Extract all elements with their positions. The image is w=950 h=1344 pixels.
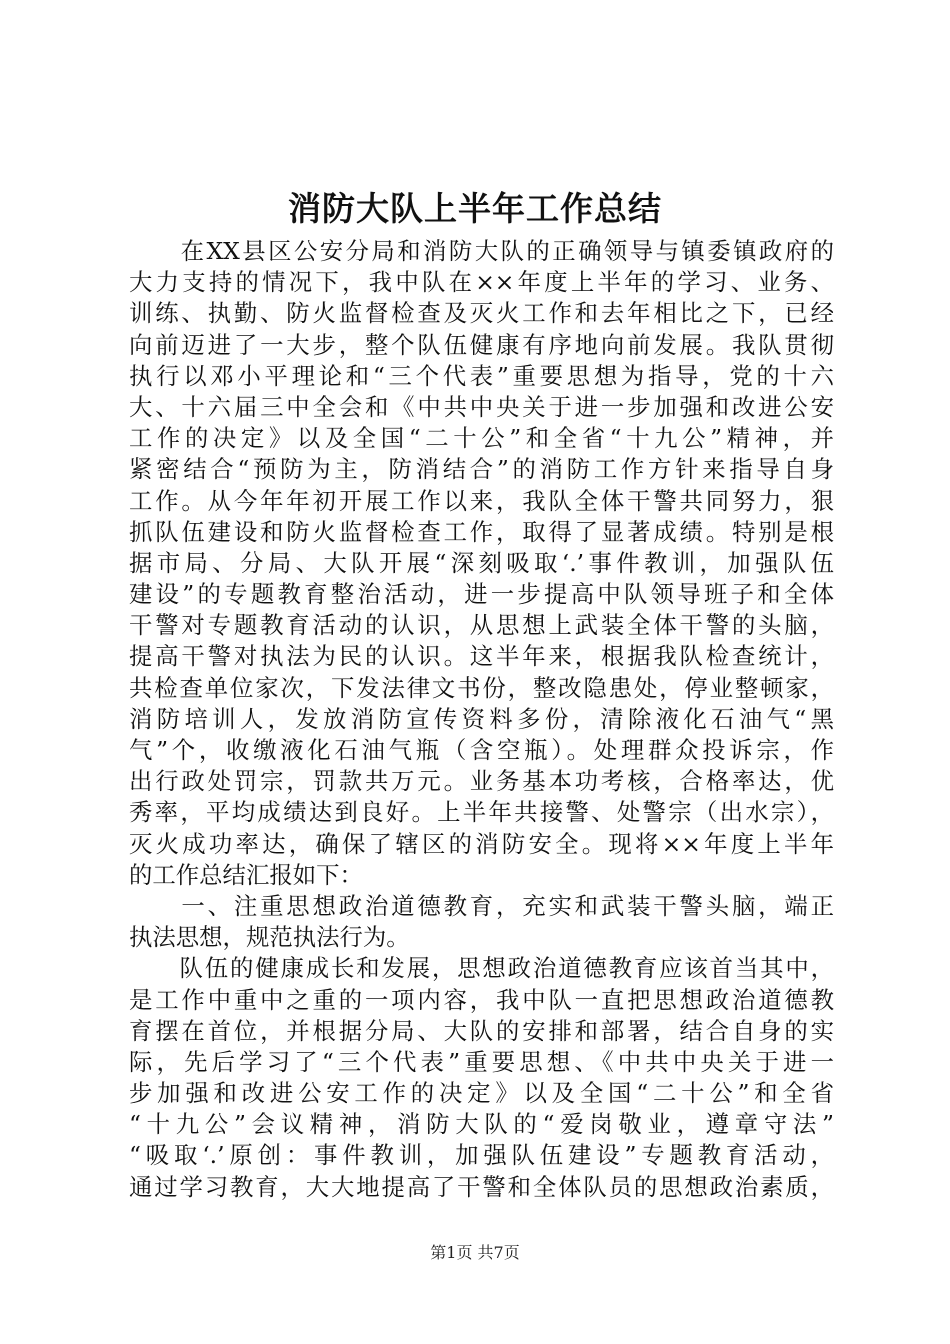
body-text-line: 大、十六届三中全会和《中共中央关于进一步加强和改进公安	[129, 392, 834, 421]
body-text-line: 向前迈进了一大步，整个队伍健康有序地向前发展。我队贯彻	[129, 330, 834, 359]
page-footer: 第1页 共7页	[430, 1243, 520, 1262]
body-text-line: 灭火成功率达，确保了辖区的消防安全。现将××年度上半年	[129, 829, 834, 858]
body-text-line: 一、注重思想政治道德教育，充实和武装干警头脑，端正	[129, 891, 834, 920]
body-text-line: 大力支持的情况下，我中队在××年度上半年的学习、业务、	[129, 268, 834, 297]
body-text-line: “吸取‘.’原创：事件教训，加强队伍建设”专题教育活动，	[129, 1141, 834, 1170]
body-text-line: 的工作总结汇报如下：	[129, 860, 363, 889]
body-text-line: 抓队伍建设和防火监督检查工作，取得了显著成绩。特别是根	[129, 517, 834, 546]
body-text-line: 训练、执勤、防火监督检查及灭火工作和去年相比之下，已经	[129, 299, 834, 328]
document-body	[129, 236, 834, 1203]
body-text-line: 际，先后学习了“三个代表”重要思想、《中共中央关于进一	[129, 1047, 834, 1076]
body-text-line: 据市局、分局、大队开展“深刻吸取‘.’事件教训，加强队伍	[129, 548, 834, 577]
body-text-line: 秀率，平均成绩达到良好。上半年共接警、处警宗（出水宗），	[129, 798, 834, 827]
body-text-line: 通过学习教育，大大地提高了干警和全体队员的思想政治素质，	[129, 1172, 834, 1201]
body-text-line: 工作。从今年年初开展工作以来，我队全体干警共同努力，狠	[129, 486, 834, 515]
body-text-line: 执行以邓小平理论和“三个代表”重要思想为指导，党的十六	[129, 361, 834, 390]
body-text-line: 步加强和改进公安工作的决定》以及全国“二十公”和全省	[129, 1079, 834, 1108]
body-text-line: “十九公”会议精神，消防大队的“爱岗敬业，遵章守法”	[129, 1110, 834, 1139]
body-text-line: 工作的决定》以及全国“二十公”和全省“十九公”精神，并	[129, 424, 834, 453]
body-text-line: 提高干警对执法为民的认识。这半年来，根据我队检查统计，	[129, 642, 834, 671]
body-text-line: 建设”的专题教育整治活动，进一步提高中队领导班子和全体	[129, 580, 834, 609]
body-text-line: 执法思想，规范执法行为。	[129, 923, 410, 952]
document-title: 消防大队上半年工作总结	[288, 189, 662, 228]
body-text-line: 共检查单位家次，下发法律文书份，整改隐患处，停业整顿家，	[129, 673, 834, 702]
body-text-line: 气”个，收缴液化石油气瓶（含空瓶）。处理群众投诉宗，作	[129, 736, 834, 764]
body-text-line: 干警对专题教育活动的认识，从思想上武装全体干警的头脑，	[129, 611, 834, 640]
body-text-line: 出行政处罚宗，罚款共万元。业务基本功考核，合格率达，优	[129, 767, 834, 796]
body-text-line: 在XX县区公安分局和消防大队的正确领导与镇委镇政府的	[129, 237, 834, 265]
body-text-line: 队伍的健康成长和发展，思想政治道德教育应该首当其中，	[129, 954, 834, 983]
body-text-line: 紧密结合“预防为主，防消结合”的消防工作方针来指导自身	[129, 455, 834, 484]
body-text-line: 消防培训人，发放消防宣传资料多份，清除液化石油气“黑	[129, 704, 834, 733]
body-text-line: 是工作中重中之重的一项内容，我中队一直把思想政治道德教	[129, 985, 834, 1014]
body-text-line: 育摆在首位，并根据分局、大队的安排和部署，结合自身的实	[129, 1016, 834, 1045]
